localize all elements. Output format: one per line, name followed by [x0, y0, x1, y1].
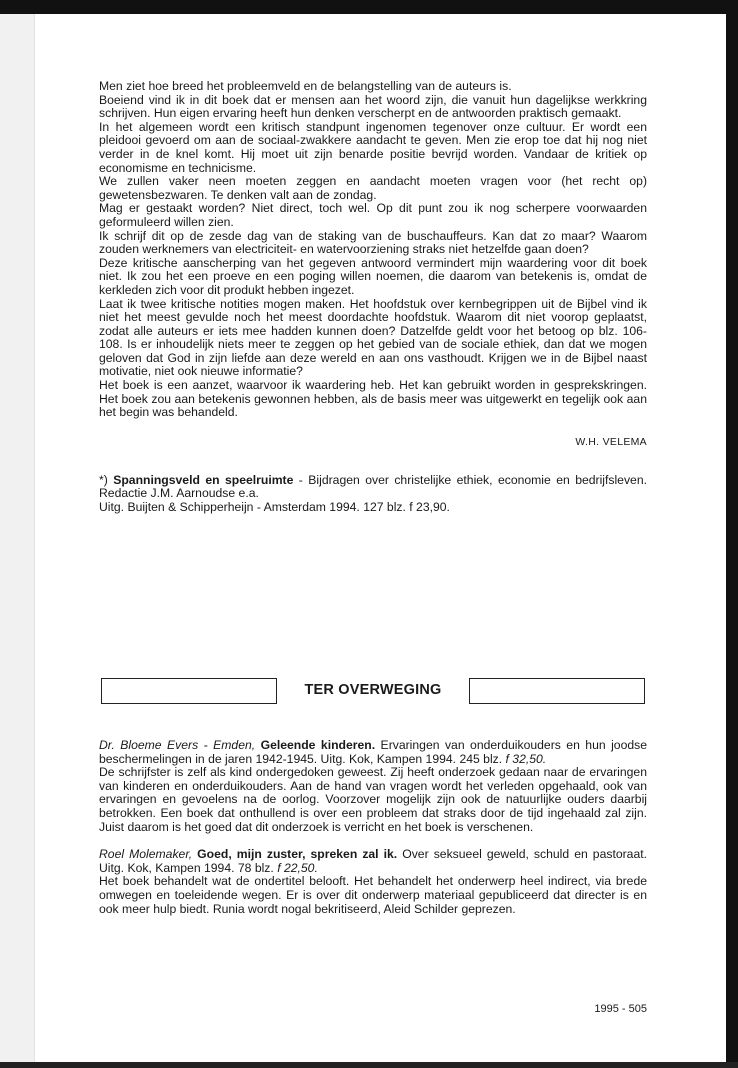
review-author: Roel Molemaker,: [99, 847, 193, 862]
scan-border-top: [0, 0, 738, 14]
scan-border-right: [726, 0, 738, 1068]
article-paragraph: We zullen vaker neen moeten zeggen en aandacht moeten vragen voor (het recht op) gewetensbezwaren. Te denken valt aan de zondag.: [99, 174, 647, 202]
article-paragraph: In het algemeen wordt een kritisch standpunt ingenomen tegenover onze cultuur. Er wordt een pleidooi gevoerd om aan de sociaal-zwakkere aandacht te geven. Men zie erop toe dat hij nog niet verder in de knel komt. Hij moet uit zijn benarde positie bevrijd worden. Vandaar de kritiek op economisme en technicisme.: [99, 119, 647, 175]
header-decor-box-right: [469, 678, 645, 704]
footnote-subtitle: - Bijdragen over christelijke ethiek, economie en bedrijfsleven. Redactie J.M. Aarnoudse e.a.: [99, 472, 647, 501]
article-paragraph: Laat ik twee kritische notities mogen maken. Het hoofdstuk over kernbegrippen uit de Bijbel vind ik niet het meest gevulde noch het meest doordachte hoofdstuk. Waarom dit niet voorop geplaatst, zodat alle auteurs er iets mee hadden kunnen doen? Datzelfde geldt voor het betoog op blz. 106-108. Is er inhoudelijk niets meer te zeggen op het gebied van de sociale ethiek, dan dat we mogen geloven dat God in zijn liefde aan deze wereld en aan ons vasthoudt. Krijgen we in de Bijbel naast motivatie, niet ook nieuwe informatie?: [99, 296, 647, 379]
review-price: f 32,50.: [505, 751, 547, 766]
article-paragraph: Ik schrijf dit op de zesde dag van de staking van de buschauffeurs. Kan dat zo maar? Waarom zouden werknemers van electriciteit- en watervoorziening straks niet hetzelfde gaan doen?: [99, 228, 647, 257]
review-item: [99, 739, 647, 834]
review-price: f 22,50.: [277, 860, 318, 875]
article-paragraph: Boeiend vind ik in dit boek dat er mensen aan het woord zijn, die vanuit hun dagelijkse werkkring schrijven. Hun eigen ervaring heeft hun denken verscherpt en de antwoorden praktisch gemaakt.: [99, 92, 647, 121]
scan-border-bottom: [0, 1062, 738, 1068]
footnote-marker: *): [99, 472, 108, 487]
footnote-publisher: Uitg. Buijten & Schipperheijn - Amsterdam 1994. 127 blz.: [99, 500, 410, 515]
article-paragraph: Het boek is een aanzet, waarvoor ik waardering heb. Het kan gebruikt worden in gesprekskringen. Het boek zou aan betekenis gewonnen hebben, als de basis meer was uitgewerkt en tegelijk ook aan het begin was behandeld.: [99, 378, 647, 420]
article-author: W.H. VELEMA: [575, 435, 647, 448]
review-title: Geleende kinderen.: [260, 738, 376, 752]
footnote-price: f 23,90.: [409, 500, 450, 515]
review-title: Goed, mijn zuster, spreken zal ik.: [197, 847, 398, 862]
review-body: Het boek behandelt wat de ondertitel belooft. Het behandelt het onderwerp heel indirect, via brede omwegen en toeleidende wegen. Er is over dit onderwerp materiaal gepubliceerd dat directer is en ook meer hulp biedt. Runia wordt nogal bekritiseerd, Aleid Schilder geprezen.: [99, 874, 647, 916]
review-publication: Ervaringen van onderduikouders en hun joodse beschermelingen in de jaren 1942-1945. Uitg. Kok, Kampen 1994. 245 blz.: [99, 738, 648, 766]
footnote-book-title: Spanningsveld en speelruimte: [113, 472, 294, 487]
reviews-list: [99, 739, 647, 916]
book-footnote: [99, 474, 647, 515]
article-paragraph: Mag er gestaakt worden? Niet direct, toch wel. Op dit punt zou ik nog scherpere voorwaarden geformuleerd willen zien.: [99, 201, 647, 229]
page-gutter-shadow: [0, 14, 35, 1068]
review-body: De schrijfster is zelf als kind ondergedoken geweest. Zij heeft onderzoek gedaan naar de ervaringen van kinderen en onderduikouders. Aan de hand van vragen wordt het verleden opgehaald, ook van ervaringen en gevoelens na de oorlog. Voorzover mogelijk zijn ook de natuurlijke ouders daarbij betrokken. Een boek dat onthullend is over een probleem dat straks door de tijd ingehaald zal zijn. Juist daarom is het goed dat dit onderzoek is verricht en het boek is verschenen.: [99, 765, 647, 834]
page-number: 1995 - 505: [594, 1003, 647, 1015]
review-author: Dr. Bloeme Evers - Emden,: [99, 738, 256, 752]
header-decor-box-left: [101, 678, 277, 704]
article-column: [99, 80, 647, 515]
section-title: TER OVERWEGING: [304, 682, 442, 698]
review-publication: Over seksueel geweld, schuld en pastoraat. Uitg. Kok, Kampen 1994. 78 blz.: [99, 847, 647, 875]
section-header: [99, 677, 647, 707]
article-paragraph: Men ziet hoe breed het probleemveld en de belangstelling van de auteurs is.: [99, 79, 512, 93]
article-body: [99, 80, 647, 420]
review-item: [99, 848, 647, 916]
article-paragraph: Deze kritische aanscherping van het gegeven antwoord vermindert mijn waardering voor dit boek niet. Ik zou het een proeve en een poging willen noemen, die daarom van betekenis is, omdat de kerkleden zich voor dit produkt hebben ingezet.: [99, 255, 647, 297]
